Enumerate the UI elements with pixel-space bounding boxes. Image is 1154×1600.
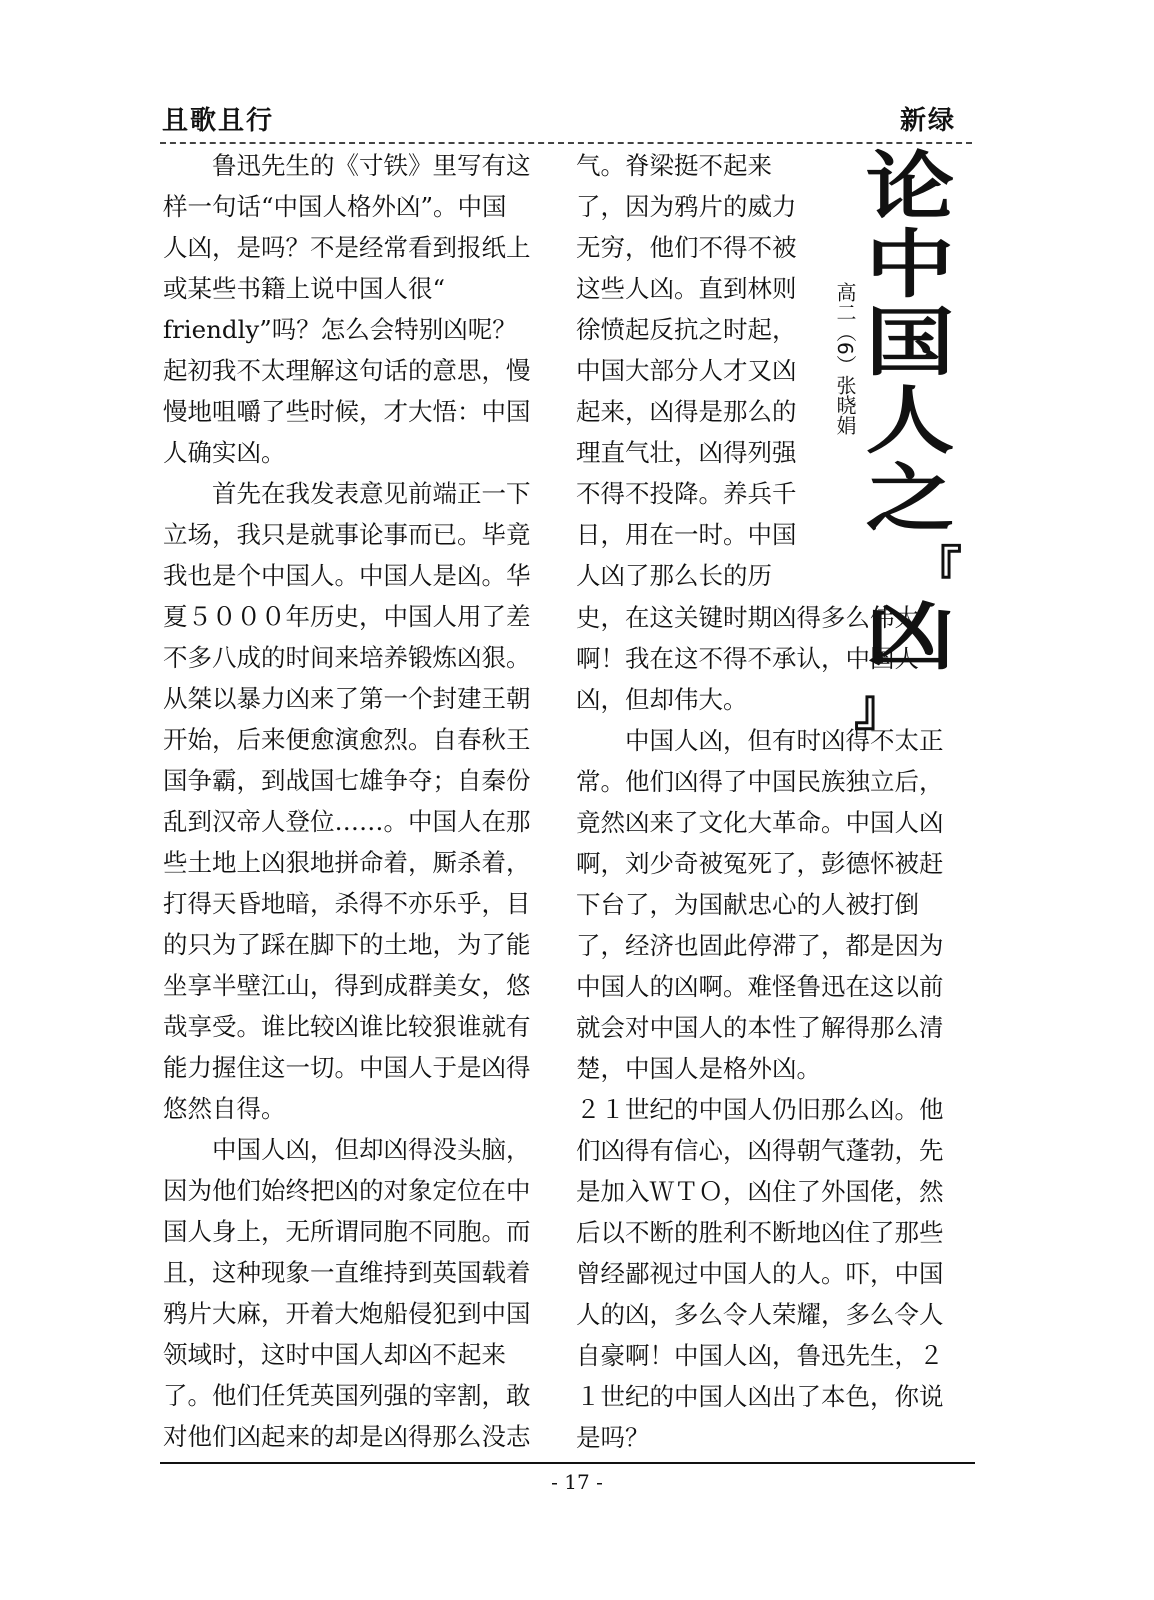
title-char: 凶 xyxy=(865,594,955,680)
article-line: 些土地上凶狠地拼命着，厮杀着， xyxy=(163,848,531,877)
article-line: 这些人凶。直到林则 xyxy=(576,274,797,303)
article-line: 就会对中国人的本性了解得那么清 xyxy=(576,1013,944,1042)
article-line: 人确实凶。 xyxy=(163,438,286,467)
article-line: 啊！我在这不得不承认，中国人 xyxy=(576,644,919,673)
article-line: 无穷，他们不得不被 xyxy=(576,233,797,262)
article-line: 们凶得有信心，凶得朝气蓬勃，先 xyxy=(576,1136,944,1165)
article-line: 或某些书籍上说中国人很“ xyxy=(163,274,446,303)
article-line: 悠然自得。 xyxy=(163,1094,286,1123)
article-line: 夏５０００年历史，中国人用了差 xyxy=(163,602,531,631)
title-char: 论 xyxy=(865,144,955,230)
article-line: 哉享受。谁比较凶谁比较狠谁就有 xyxy=(163,1012,531,1041)
article-line: 人的凶，多么令人荣耀，多么令人 xyxy=(576,1300,944,1329)
page-number: - 17 - xyxy=(551,1470,603,1494)
article-line: 慢地咀嚼了些时候，才大悟：中国 xyxy=(163,397,531,426)
article-line: 是吗？ xyxy=(576,1423,650,1452)
article-line: 从桀以暴力凶来了第一个封建王朝 xyxy=(163,684,531,713)
author-byline: 高二（6）张晓娟 xyxy=(833,282,857,435)
title-char: 国 xyxy=(865,300,955,386)
article-line: 中国人凶，但有时凶得不太正 xyxy=(576,726,944,755)
article-line: 且，这种现象一直维持到英国载着 xyxy=(163,1258,531,1287)
article-line: １世纪的中国人凶出了本色，你说 xyxy=(576,1382,944,1411)
article-line: 中国大部分人才又凶 xyxy=(576,356,797,385)
article-line: 鸦片大麻，开着大炮船侵犯到中国 xyxy=(163,1299,531,1328)
article-line: 史，在这关键时期凶得多么伟大 xyxy=(576,603,919,632)
article-line: 人凶了那么长的历 xyxy=(576,561,772,590)
article-line: 了，经济也固此停滞了，都是因为 xyxy=(576,931,944,960)
article-line: 中国人的凶啊。难怪鲁迅在这以前 xyxy=(576,972,944,1001)
article-line: 对他们凶起来的却是凶得那么没志 xyxy=(163,1422,531,1451)
article-line: 我也是个中国人。中国人是凶。华 xyxy=(163,561,531,590)
article-line: 打得天昏地暗，杀得不亦乐乎，目 xyxy=(163,889,531,918)
article-line: 是加入ＷＴＯ，凶住了外国佬，然 xyxy=(576,1177,944,1206)
footer-divider xyxy=(160,1462,975,1464)
article-line: 中国人凶，但却凶得没头脑， xyxy=(163,1135,531,1164)
title-char: 之 xyxy=(865,456,955,542)
header-divider xyxy=(160,142,972,144)
article-line: 理直气壮，凶得列强 xyxy=(576,438,797,467)
article-line: 徐愤起反抗之时起， xyxy=(576,315,797,344)
article-line: 能力握住这一切。中国人于是凶得 xyxy=(163,1053,531,1082)
article-line: 人凶，是吗？不是经常看到报纸上 xyxy=(163,233,531,262)
article-line: 气。脊梁挺不起来 xyxy=(576,151,772,180)
article-line: 不多八成的时间来培养锻炼凶狠。 xyxy=(163,643,531,672)
article-line: 后以不断的胜利不断地凶住了那些 xyxy=(576,1218,944,1247)
article-line: 乱到汉帝人登位……。中国人在那 xyxy=(163,807,531,836)
article-line: 了。他们任凭英国列强的宰割，敢 xyxy=(163,1381,531,1410)
article-line: 首先在我发表意见前端正一下 xyxy=(163,479,531,508)
article-line: 领域时，这时中国人却凶不起来 xyxy=(163,1340,506,1369)
article-line: 起初我不太理解这句话的意思，慢 xyxy=(163,356,531,385)
article-line: 起来，凶得是那么的 xyxy=(576,397,797,426)
header-left-label: 且歌且行 xyxy=(162,106,275,136)
title-bracket-close: 』 xyxy=(854,679,904,737)
article-column-right-bottom xyxy=(576,597,976,1458)
article-line: 国争霸，到战国七雄争夺；自秦份 xyxy=(163,766,531,795)
article-line: 自豪啊！中国人凶，鲁迅先生，２ xyxy=(576,1341,944,1370)
article-line: 的只为了踩在脚下的土地，为了能 xyxy=(163,930,531,959)
article-line: 曾经鄙视过中国人的人。吓，中国 xyxy=(576,1259,944,1288)
article-line: 坐享半壁江山，得到成群美女，悠 xyxy=(163,971,531,1000)
title-bracket-open: 『 xyxy=(912,541,962,599)
header-right-label: 新绿 xyxy=(900,106,957,136)
article-line: 样一句话“中国人格外凶”。中国 xyxy=(163,192,507,221)
article-column-right-top xyxy=(576,145,816,596)
article-line: 楚，中国人是格外凶。 xyxy=(576,1054,821,1083)
article-line: 不得不投降。养兵千 xyxy=(576,479,797,508)
article-line: 鲁迅先生的《寸铁》里写有这 xyxy=(163,151,531,180)
article-line: 日，用在一时。中国 xyxy=(576,520,797,549)
article-line: 凶，但却伟大。 xyxy=(576,685,748,714)
article-line: 了，因为鸦片的威力 xyxy=(576,192,797,221)
title-char: 人 xyxy=(865,378,955,464)
article-line: 立场，我只是就事论事而已。毕竟 xyxy=(163,520,531,549)
article-line: 竟然凶来了文化大革命。中国人凶 xyxy=(576,808,944,837)
article-line: 国人身上，无所谓同胞不同胞。而 xyxy=(163,1217,531,1246)
article-line: friendly”吗？怎么会特别凶呢？ xyxy=(163,315,517,344)
article-line: 啊，刘少奇被冤死了，彭德怀被赶 xyxy=(576,849,944,878)
article-line: 开始，后来便愈演愈烈。自春秋王 xyxy=(163,725,531,754)
article-column-left xyxy=(163,145,553,1457)
article-line: 因为他们始终把凶的对象定位在中 xyxy=(163,1176,531,1205)
article-line: 常。他们凶得了中国民族独立后， xyxy=(576,767,944,796)
article-line: ２１世纪的中国人仍旧那么凶。他 xyxy=(576,1095,944,1124)
title-char: 中 xyxy=(865,222,955,308)
article-line: 下台了，为国献忠心的人被打倒 xyxy=(576,890,919,919)
